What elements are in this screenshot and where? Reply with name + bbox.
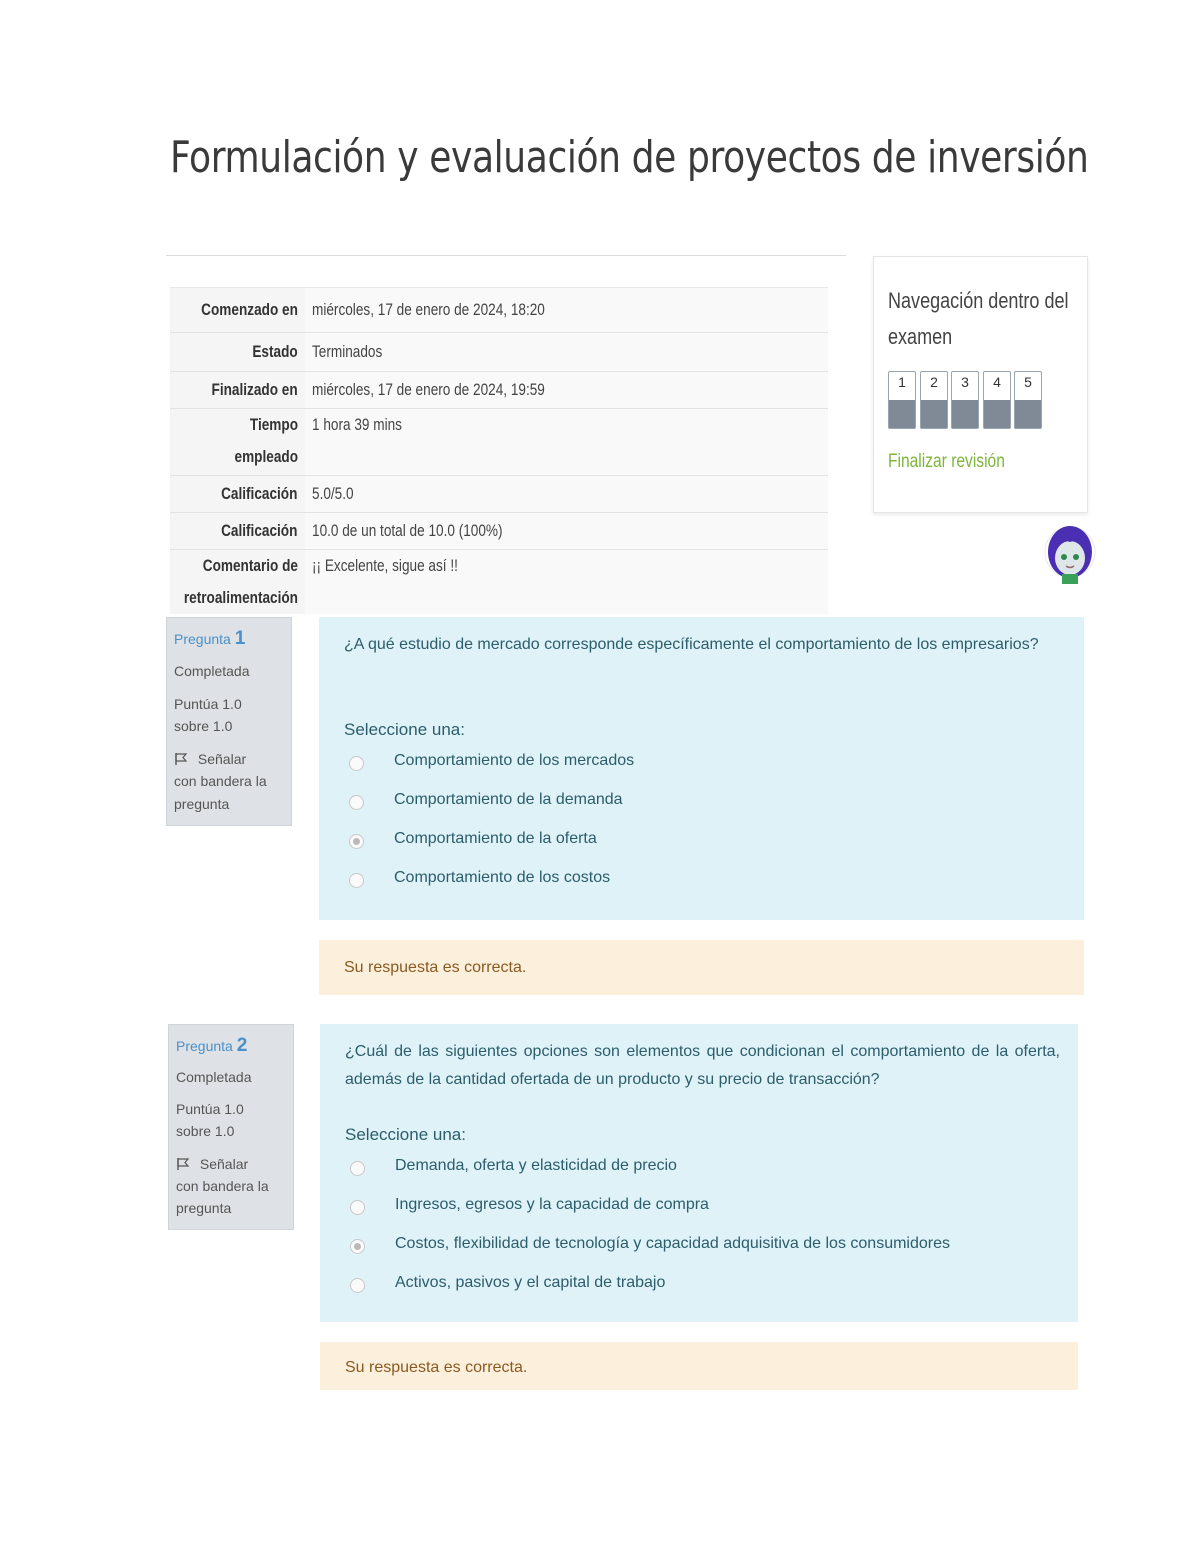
summary-row-time	[170, 409, 828, 476]
finish-review-link[interactable]: Finalizar revisión	[888, 451, 1005, 472]
summary-label: Estado	[252, 342, 298, 361]
question-number: Pregunta 1	[174, 628, 246, 649]
summary-row-grade-points	[170, 476, 828, 513]
summary-value: 10.0 de un total de 10.0 (100%)	[311, 521, 503, 540]
nav-question-5-button[interactable]: 5	[1014, 371, 1042, 429]
question-grade: Puntúa 1.0	[174, 696, 242, 712]
answer-prompt: Seleccione una:	[345, 1125, 466, 1144]
quiz-navigation-title: Navegación dentro del examen	[888, 288, 1069, 349]
feedback-text: Su respuesta es correcta.	[345, 1359, 528, 1376]
radio-button[interactable]	[349, 873, 364, 888]
nav-question-2-button[interactable]: 2	[920, 371, 948, 429]
summary-row-started	[170, 288, 828, 333]
answer-feedback-2	[320, 1342, 1078, 1390]
flag-icon	[176, 1157, 190, 1171]
divider	[166, 255, 846, 256]
question-info-1	[166, 617, 292, 826]
summary-label: Comenzado en	[201, 300, 298, 319]
radio-button[interactable]	[350, 1200, 365, 1215]
question-state: Completada	[174, 663, 250, 679]
question-info-2	[168, 1024, 294, 1230]
summary-row-state	[170, 333, 828, 372]
flag-question-text: con bandera la	[176, 1178, 269, 1194]
flag-question-text: con bandera la	[174, 773, 267, 789]
radio-button[interactable]	[349, 756, 364, 771]
answer-prompt: Seleccione una:	[344, 720, 465, 739]
question-grade-max: sobre 1.0	[176, 1123, 235, 1139]
summary-label: Tiempo empleado	[234, 415, 298, 466]
summary-value: miércoles, 17 de enero de 2024, 19:59	[311, 380, 545, 399]
question-text: ¿A qué estudio de mercado corresponde específicamente el comportamiento de los empresarios?	[344, 636, 1039, 653]
summary-value: Terminados	[311, 342, 383, 361]
summary-label: Calificación	[221, 484, 298, 503]
avatar-icon	[1044, 512, 1096, 592]
summary-row-finished	[170, 372, 828, 409]
summary-row-feedback	[170, 550, 828, 615]
summary-value: miércoles, 17 de enero de 2024, 18:20	[311, 300, 545, 319]
attempt-summary-table	[170, 287, 828, 614]
page-title: Formulación y evaluación de proyectos de inversión	[170, 132, 1089, 183]
question-grade: Puntúa 1.0	[176, 1101, 244, 1117]
summary-label: Comentario de retroalimentación	[183, 556, 298, 607]
summary-value: 5.0/5.0	[311, 484, 354, 503]
question-number: Pregunta 2	[176, 1035, 248, 1056]
question-content-1: ¿A qué estudio de mercado corresponde específicamente el comportamiento de los empresarios? Seleccione una: Comportamiento de los mercados Comportamiento de la demanda Comportamiento de la oferta Comportamiento de los costos	[319, 617, 1084, 920]
radio-button[interactable]	[350, 1278, 365, 1293]
summary-row-grade-total	[170, 513, 828, 550]
flag-question-link[interactable]: Señalar	[174, 751, 246, 767]
question-content-2: ¿Cuál de las siguientes opciones son elementos que condicionan el comportamiento de la oferta, además de la cantidad ofertada de un producto y su precio de transacción? Seleccione una: Demanda, oferta y elasticidad de precio Ingresos, egresos y la capacidad de compra Costos, flexibilidad de tecnología y capacidad adquisitiva de los consumidores Activos, pasivos y el capital de trabajo	[320, 1024, 1078, 1322]
radio-button-checked[interactable]	[349, 834, 364, 849]
flag-question-link[interactable]: Señalar	[176, 1156, 248, 1172]
nav-question-1-button[interactable]: 1	[888, 371, 916, 429]
summary-label: Calificación	[221, 521, 298, 540]
radio-button-checked[interactable]	[350, 1239, 365, 1254]
question-grade-max: sobre 1.0	[174, 718, 233, 734]
radio-button[interactable]	[349, 795, 364, 810]
radio-button[interactable]	[350, 1161, 365, 1176]
flag-question-text: pregunta	[176, 1200, 232, 1216]
nav-question-3-button[interactable]: 3	[951, 371, 979, 429]
quiz-navigation-block	[873, 256, 1088, 513]
flag-question-text: pregunta	[174, 796, 230, 812]
answer-feedback-1	[319, 940, 1084, 995]
summary-value: ¡¡ Excelente, sigue así !!	[311, 556, 458, 575]
question-text: ¿Cuál de las siguientes opciones son elementos que condicionan el comportamiento de la oferta, además de la cantidad ofertada de un producto y su precio de transacción?	[345, 1043, 1060, 1088]
nav-question-4-button[interactable]: 4	[983, 371, 1011, 429]
question-state: Completada	[176, 1069, 252, 1085]
summary-value: 1 hora 39 mins	[311, 415, 402, 434]
feedback-text: Su respuesta es correcta.	[344, 959, 527, 976]
flag-icon	[174, 752, 188, 766]
assistant-avatar[interactable]	[1044, 512, 1096, 592]
summary-label: Finalizado en	[211, 380, 298, 399]
